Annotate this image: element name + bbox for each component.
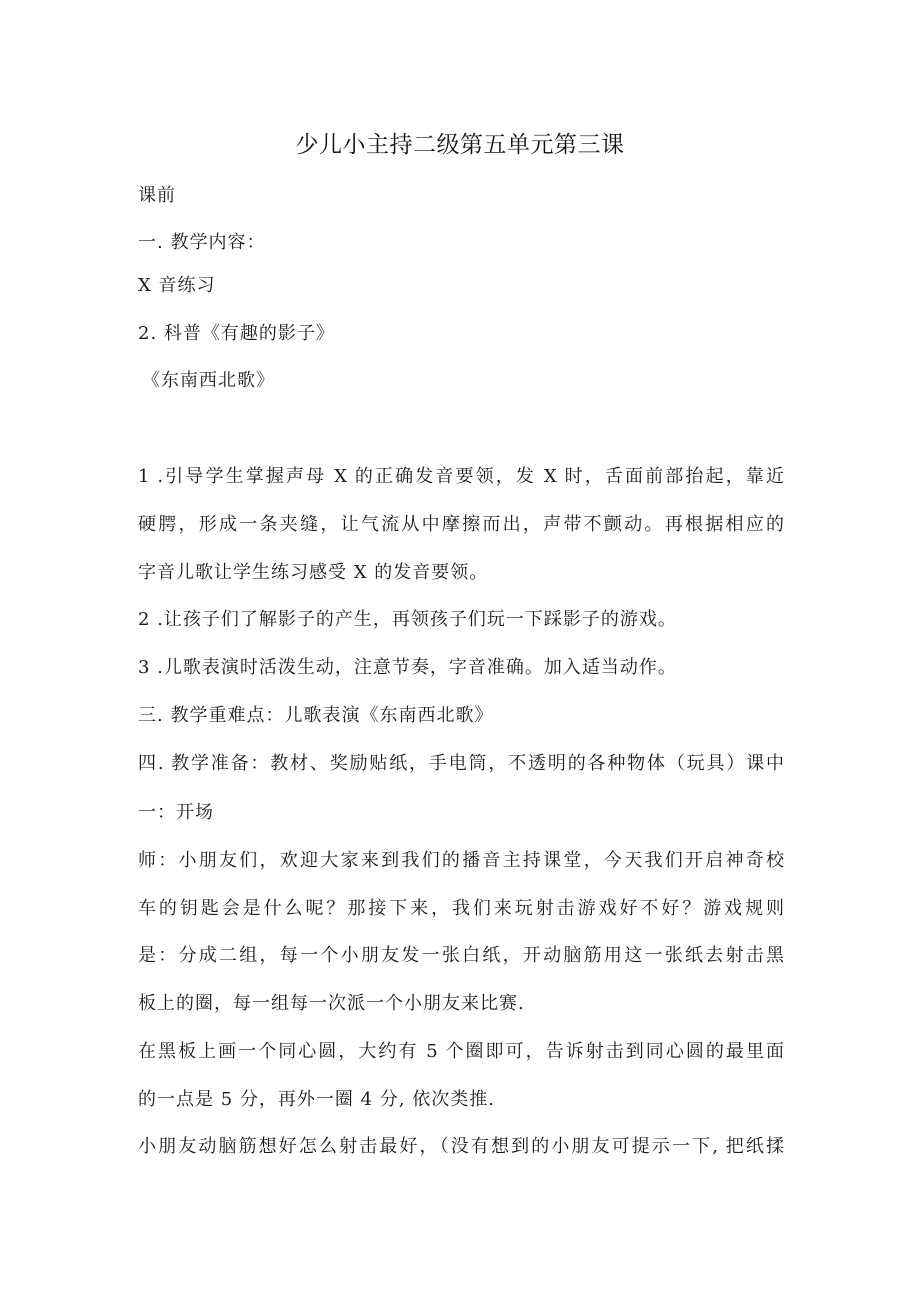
heading-opening: 一：开场 [138,802,214,823]
heading-teaching-content: 一. 教学内容： [138,232,266,253]
blackboard-line-1: 在黑板上画一个同心圆，大约有 5 个圈即可，告诉射击到同心圆的最里面 [138,1041,784,1062]
hint-line-1: 小朋友动脑筋想好怎么射击最好，（没有想到的小朋友可提示一下, 把纸揉 [138,1136,784,1157]
teacher-line-4: 板上的圈，每一组每一次派一个小朋友来比赛. [138,993,525,1014]
goal-3: 3 .儿歌表演时活泼生动，注意节奏，字音准确。加入适当动作。 [138,657,677,678]
goal-2: 2 .让孩子们了解影子的产生，再领孩子们玩一下踩影子的游戏。 [138,609,677,630]
teacher-line-1: 师：小朋友们，欢迎大家来到我们的播音主持课堂，今天我们开启神奇校 [138,850,784,871]
document-title: 少儿小主持二级第五单元第三课 [295,132,625,158]
teacher-line-2: 车的钥匙会是什么呢？那接下来，我们来玩射击游戏好不好？游戏规则 [138,898,784,919]
content-item-x-sound: X 音练习 [138,275,216,296]
goal-1-line-1: 1 .引导学生掌握声母 X 的正确发音要领，发 X 时，舌面前部抬起，靠近 [138,466,784,487]
teacher-line-3: 是：分成二组，每一个小朋友发一张白纸，开动脑筋用这一张纸去射击黑 [138,945,784,966]
blackboard-line-2: 的一点是 5 分，再外一圈 4 分, 依次类推. [138,1089,495,1110]
content-item-song: 《东南西北歌》 [142,370,275,391]
content-item-science: 2. 科普《有趣的影子》 [138,323,335,344]
section-label-before-class: 课前 [138,185,176,206]
heading-preparation: 四. 教学准备：教材、奖励贴纸，手电筒，不透明的各种物体（玩具）课中 [138,753,784,774]
heading-key-difficulty: 三. 教学重难点：儿歌表演《东南西北歌》 [138,705,494,726]
goal-1-line-3: 字音儿歌让学生练习感受 X 的发音要领。 [138,562,489,583]
goal-1-line-2: 硬腭，形成一条夹缝，让气流从中摩擦而出，声带不颤动。再根据相应的 [138,514,784,535]
